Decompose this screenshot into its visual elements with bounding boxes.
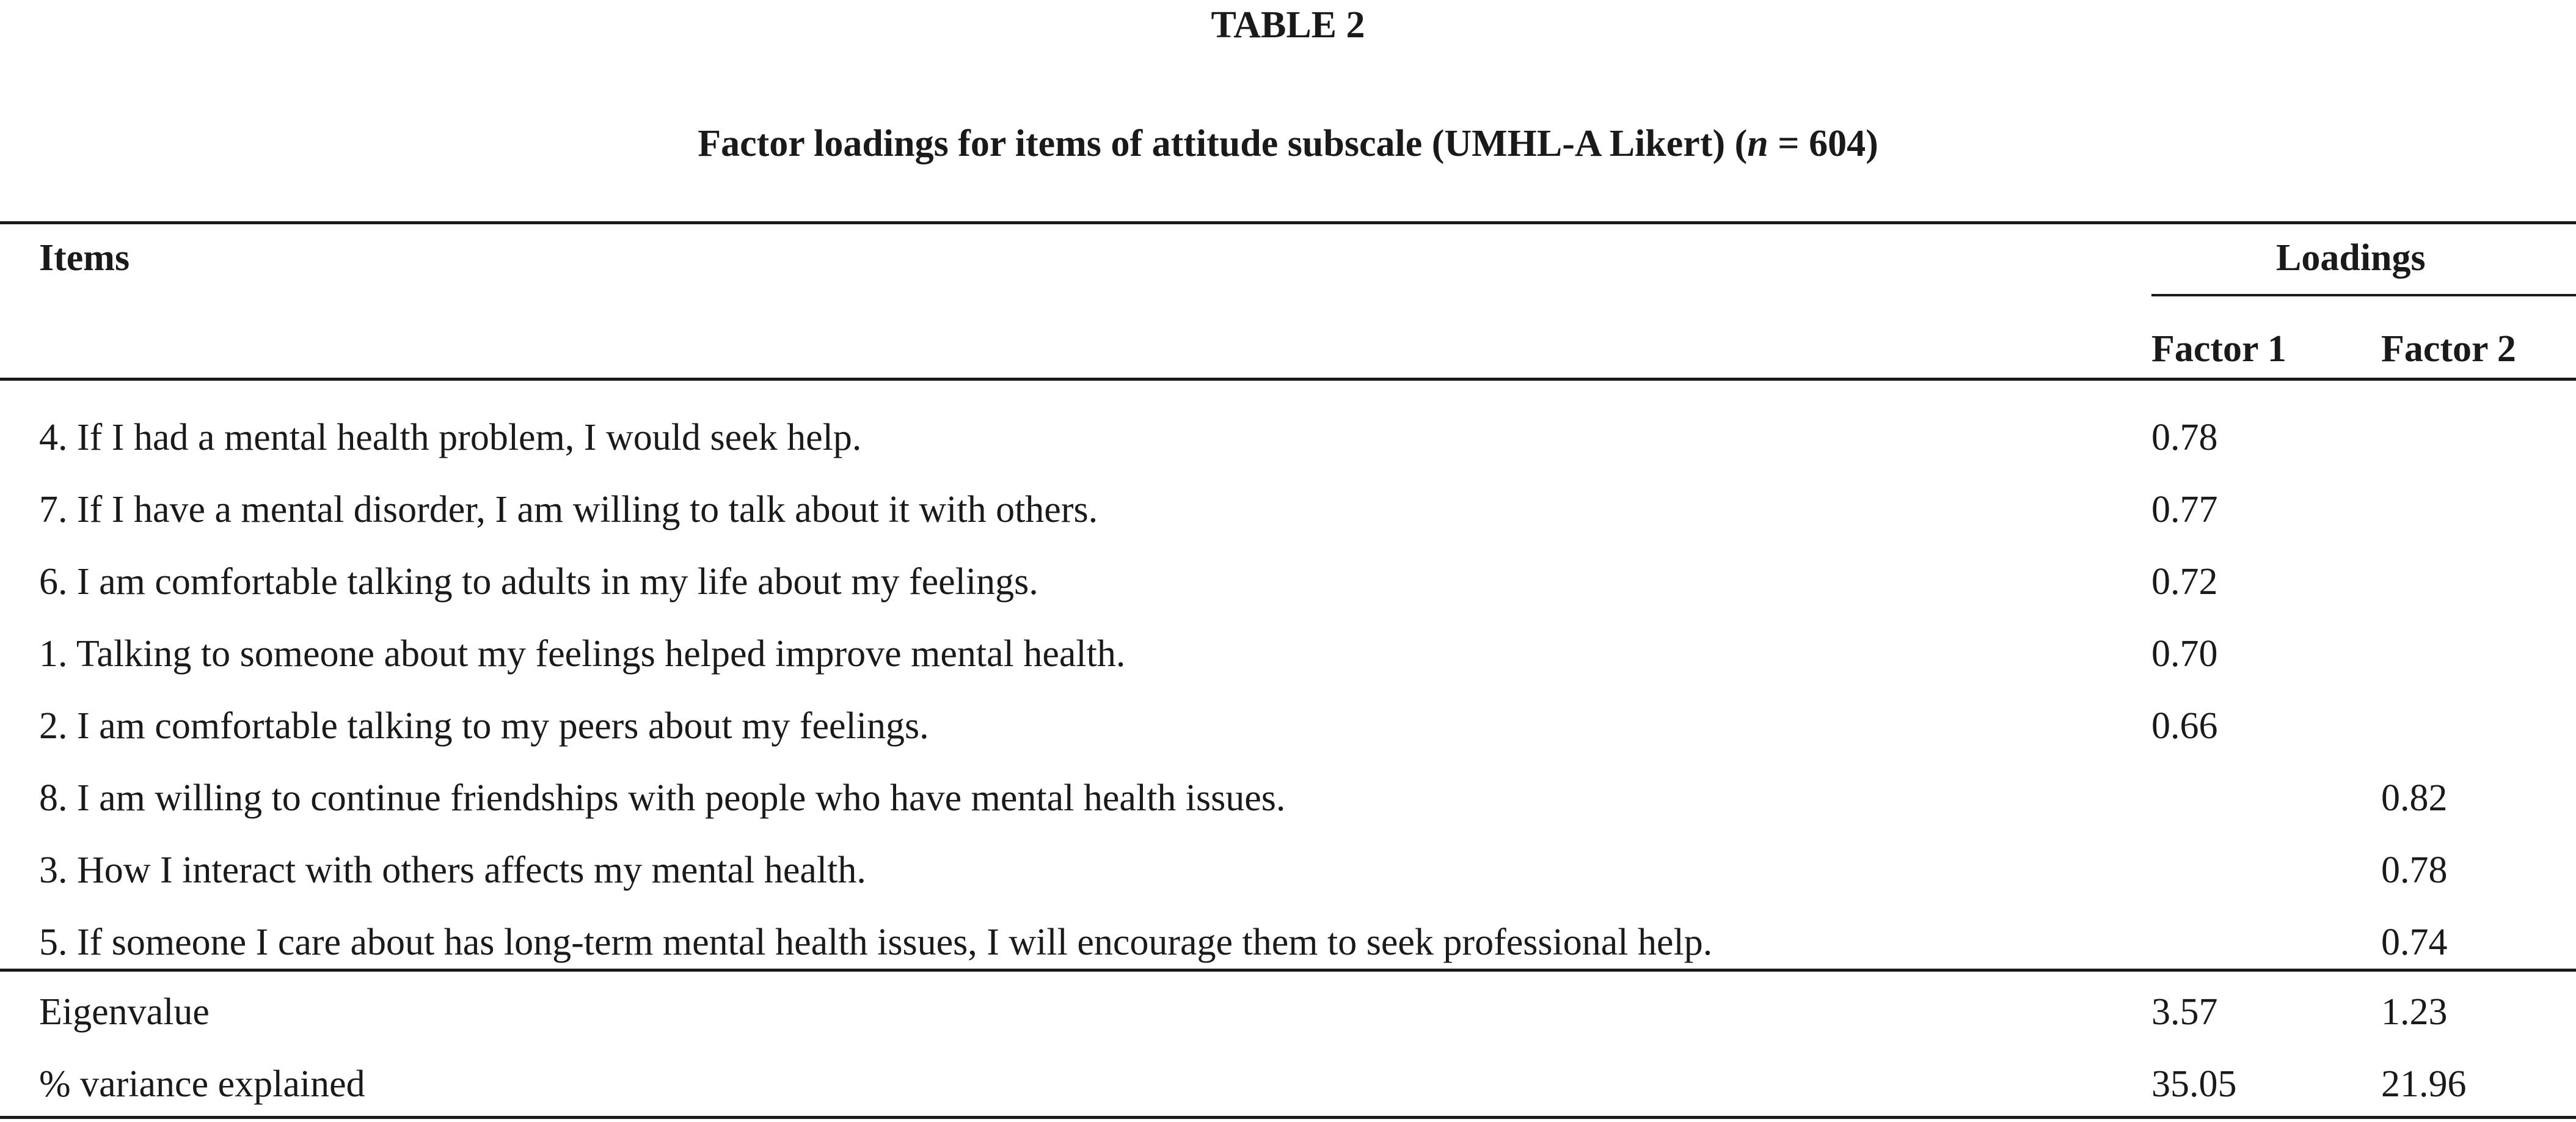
table-bottom-rule [0, 1116, 2576, 1119]
header-loadings: Loadings [2276, 237, 2426, 279]
table-row-item: 1. Talking to someone about my feelings helped improve mental health. [39, 633, 1126, 675]
caption-n-value: = 604) [1768, 123, 1878, 164]
caption-n-symbol: n [1747, 123, 1768, 164]
table-row-factor1: 0.66 [2151, 705, 2218, 747]
table-row-factor1: 0.78 [2151, 417, 2218, 458]
table-row-item: 4. If I had a mental health problem, I would seek help. [39, 417, 862, 458]
table-row-factor1: 0.70 [2151, 633, 2218, 675]
table-label: TABLE 2 [1211, 4, 1365, 46]
header-items: Items [39, 237, 130, 279]
table-row-factor1: 0.77 [2151, 489, 2218, 530]
table-row-factor2: 0.78 [2381, 849, 2448, 891]
summary-row-factor2: 21.96 [2381, 1063, 2467, 1105]
body-bottom-rule [0, 969, 2576, 972]
table-row-item: 7. If I have a mental disorder, I am willing to talk about it with others. [39, 489, 1098, 530]
table-caption [0, 125, 2576, 163]
table-row-item: 8. I am willing to continue friendships with people who have mental health issues. [39, 777, 1286, 819]
table-row-factor2: 0.82 [2381, 777, 2448, 819]
table-row-item: 2. I am comfortable talking to my peers about my feelings. [39, 705, 929, 747]
summary-row-label: % variance explained [39, 1063, 365, 1105]
summary-row-label: Eigenvalue [39, 991, 210, 1033]
table-row-item: 5. If someone I care about has long-term mental health issues, I will encourage them to seek professional help. [39, 922, 1713, 963]
header-factor-2: Factor 2 [2381, 328, 2516, 370]
summary-row-factor1: 3.57 [2151, 991, 2218, 1033]
summary-row-factor2: 1.23 [2381, 991, 2448, 1033]
table-row-factor2: 0.74 [2381, 922, 2448, 963]
table-row-item: 3. How I interact with others affects my mental health. [39, 849, 866, 891]
header-bottom-rule [0, 378, 2576, 381]
header-factor-1: Factor 1 [2151, 328, 2286, 370]
table-top-rule [0, 221, 2576, 224]
table-row-item: 6. I am comfortable talking to adults in my life about my feelings. [39, 561, 1038, 603]
table-row-factor1: 0.72 [2151, 561, 2218, 603]
loadings-span-rule [2151, 294, 2576, 296]
summary-row-factor1: 35.05 [2151, 1063, 2237, 1105]
caption-text: Factor loadings for items of attitude subscale (UMHL-A Likert) ( [698, 123, 1748, 164]
